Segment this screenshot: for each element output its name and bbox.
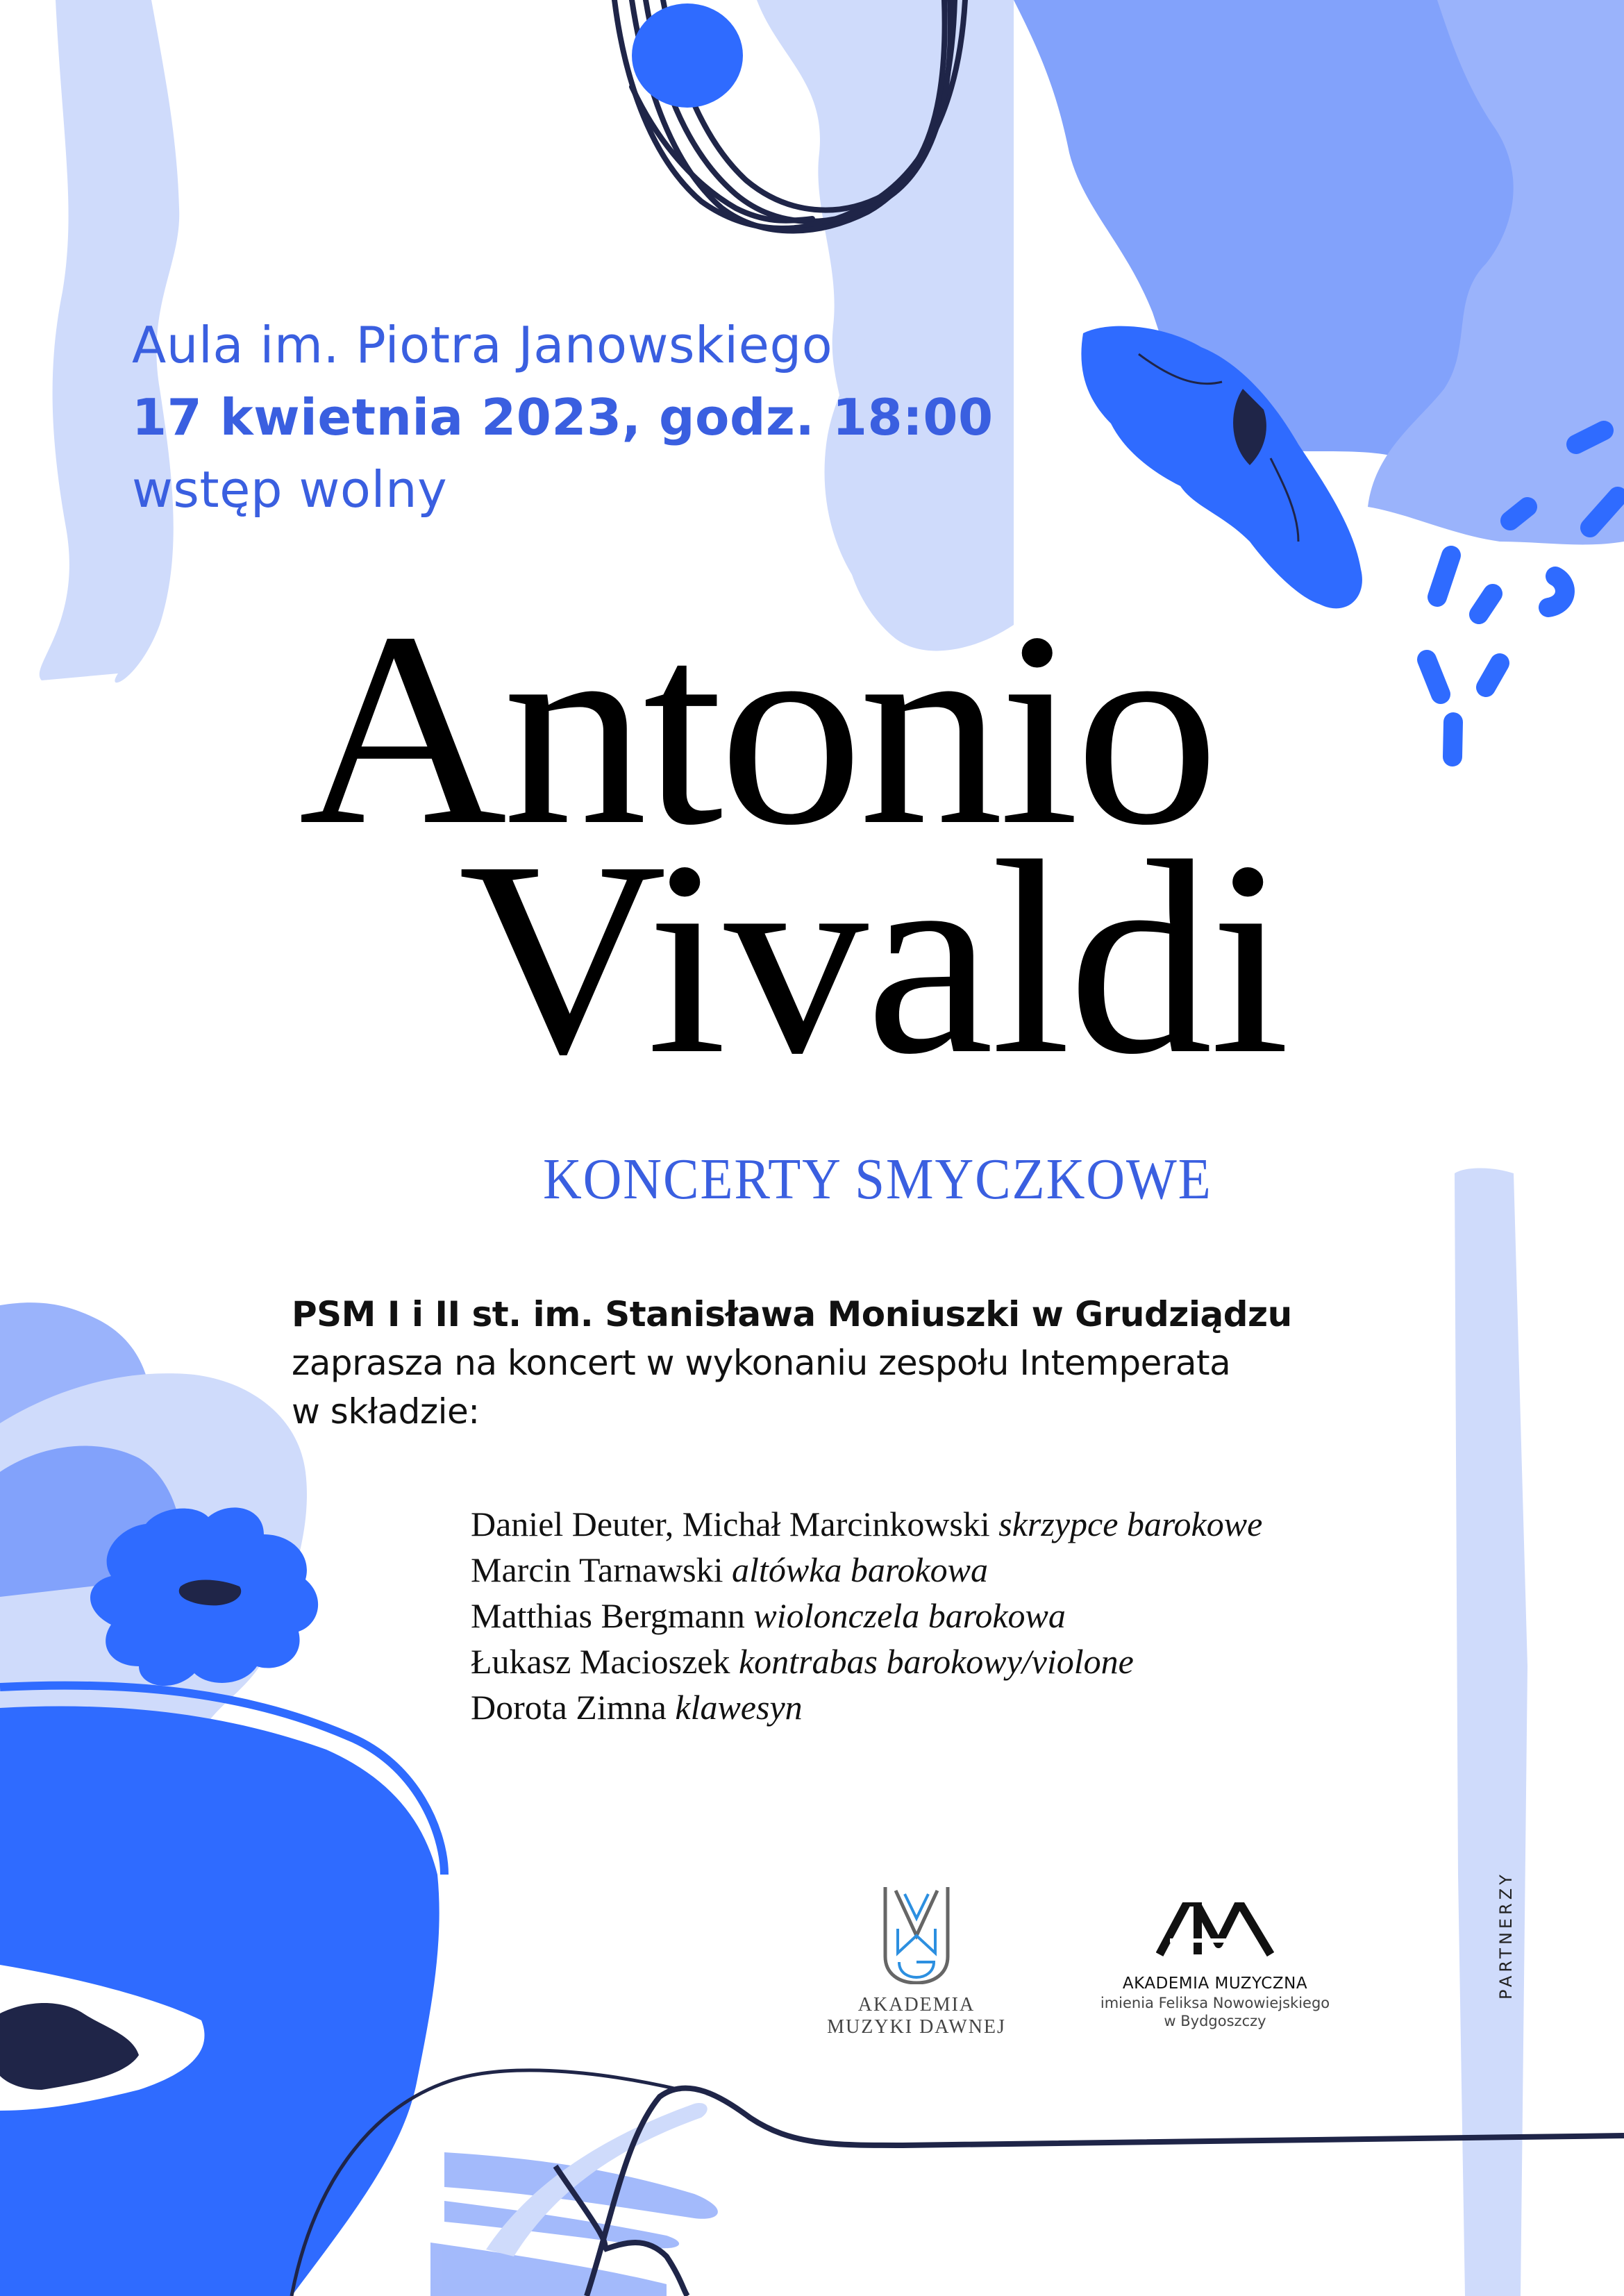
performer-row xyxy=(471,1684,1262,1730)
performer-row xyxy=(471,1593,1262,1639)
amd-logo-icon xyxy=(878,1887,955,1984)
admission: wstęp wolny xyxy=(132,460,448,519)
performer-names: Marcin Tarnawski xyxy=(471,1550,723,1589)
performer-list xyxy=(471,1501,1262,1730)
performer-names: Dorota Zimna xyxy=(471,1688,667,1727)
performer-instrument: wiolonczela barokowa xyxy=(753,1596,1066,1635)
performer-instrument: altówka barokowa xyxy=(732,1550,989,1589)
event-info xyxy=(132,309,994,526)
performer-instrument: klawesyn xyxy=(675,1688,803,1727)
right-vertical-strip xyxy=(1455,1168,1527,2296)
invitation-line-lineup: w składzie: xyxy=(292,1391,480,1432)
partner-name-line: AKADEMIA xyxy=(857,1994,976,2016)
title-first-name: Antonio xyxy=(299,575,1215,882)
partner-name-line: AKADEMIA MUZYCZNA xyxy=(1122,1975,1308,1993)
title-last-name: Vivaldi xyxy=(458,804,1287,1112)
invitation xyxy=(292,1290,1292,1436)
performer-names: Daniel Deuter, Michał Marcinkowski xyxy=(471,1505,990,1543)
performer-row xyxy=(471,1639,1262,1684)
subtitle: KONCERTY SMYCZKOWE xyxy=(543,1147,1212,1212)
partner-name-line: imienia Feliksa Nowowiejskiego xyxy=(1100,1995,1330,2011)
performer-row xyxy=(471,1547,1262,1593)
partner-amd xyxy=(812,1887,1021,2038)
date-time: 17 kwietnia 2023, godz. 18:00 xyxy=(132,388,994,446)
am-logo-icon xyxy=(1156,1902,1274,1958)
partner-am-bydgoszcz xyxy=(1083,1902,1347,2030)
organizer: PSM I i II st. im. Stanisława Moniuszki w Grudziądzu xyxy=(292,1294,1292,1334)
performer-names: Łukasz Macioszek xyxy=(471,1642,730,1681)
blue-dot xyxy=(632,3,743,108)
partner-name-line: w Bydgoszczy xyxy=(1164,2013,1266,2029)
partners-label: PARTNERZY xyxy=(1496,1871,1516,2000)
performer-instrument: kontrabas barokowy/violone xyxy=(738,1642,1134,1681)
performer-names: Matthias Bergmann xyxy=(471,1596,745,1635)
invitation-line: zaprasza na koncert w wykonaniu zespołu Intemperata xyxy=(292,1343,1231,1383)
performer-instrument: skrzypce barokowe xyxy=(998,1505,1263,1543)
partner-name-line: MUZYKI DAWNEJ xyxy=(827,2016,1006,2038)
venue: Aula im. Piotra Janowskiego xyxy=(132,316,833,374)
performer-row xyxy=(471,1501,1262,1547)
